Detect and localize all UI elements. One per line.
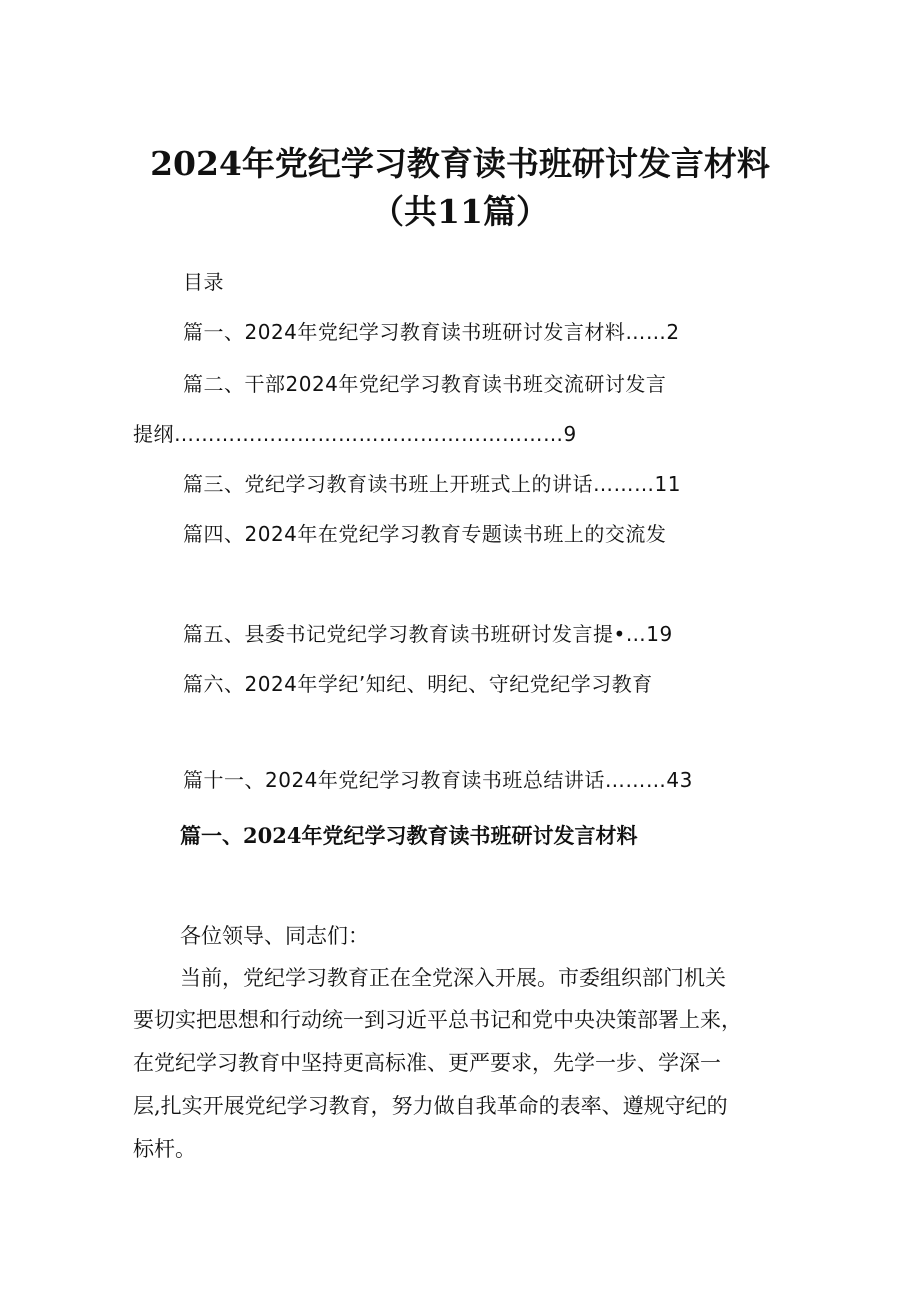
toc-item: 篇五、县委书记党纪学习教育读书班研讨发言提•…19 [183,622,673,646]
body-line: 层,扎实开展党纪学习教育，努力做自我革命的表率、遵规守纪的 [133,1094,728,1118]
toc-item: 篇四、2024年在党纪学习教育专题读书班上的交流发 [183,522,667,546]
document-title-count: （共11篇） [371,192,549,231]
salutation: 各位领导、同志们： [180,924,369,948]
section-heading: 篇一、2024年党纪学习教育读书班研讨发言材料 [180,823,638,848]
document-title: 2024年党纪学习教育读书班研讨发言材料 [150,144,770,183]
toc-item: 篇六、2024年学纪’知纪、明纪、守纪党纪学习教育 [183,672,653,696]
toc-item-continuation: 提纲…………………………………………………9 [133,422,577,446]
body-line: 要切实把思想和行动统一到习近平总书记和党中央决策部署上来， [133,1008,742,1032]
body-line: 标杆。 [133,1137,196,1161]
toc-item: 篇十一、2024年党纪学习教育读书班总结讲话………43 [183,768,693,792]
toc-item: 篇一、2024年党纪学习教育读书班研讨发言材料……2 [183,320,680,344]
body-line: 在党纪学习教育中坚持更高标准、更严要求，先学一步、学深一 [133,1051,721,1075]
toc-heading: 目录 [183,270,224,294]
toc-item: 篇二、干部2024年党纪学习教育读书班交流研讨发言 [183,372,667,396]
body-line: 当前，党纪学习教育正在全党深入开展。市委组织部门机关 [180,966,726,990]
toc-item: 篇三、党纪学习教育读书班上开班式上的讲话………11 [183,472,681,496]
